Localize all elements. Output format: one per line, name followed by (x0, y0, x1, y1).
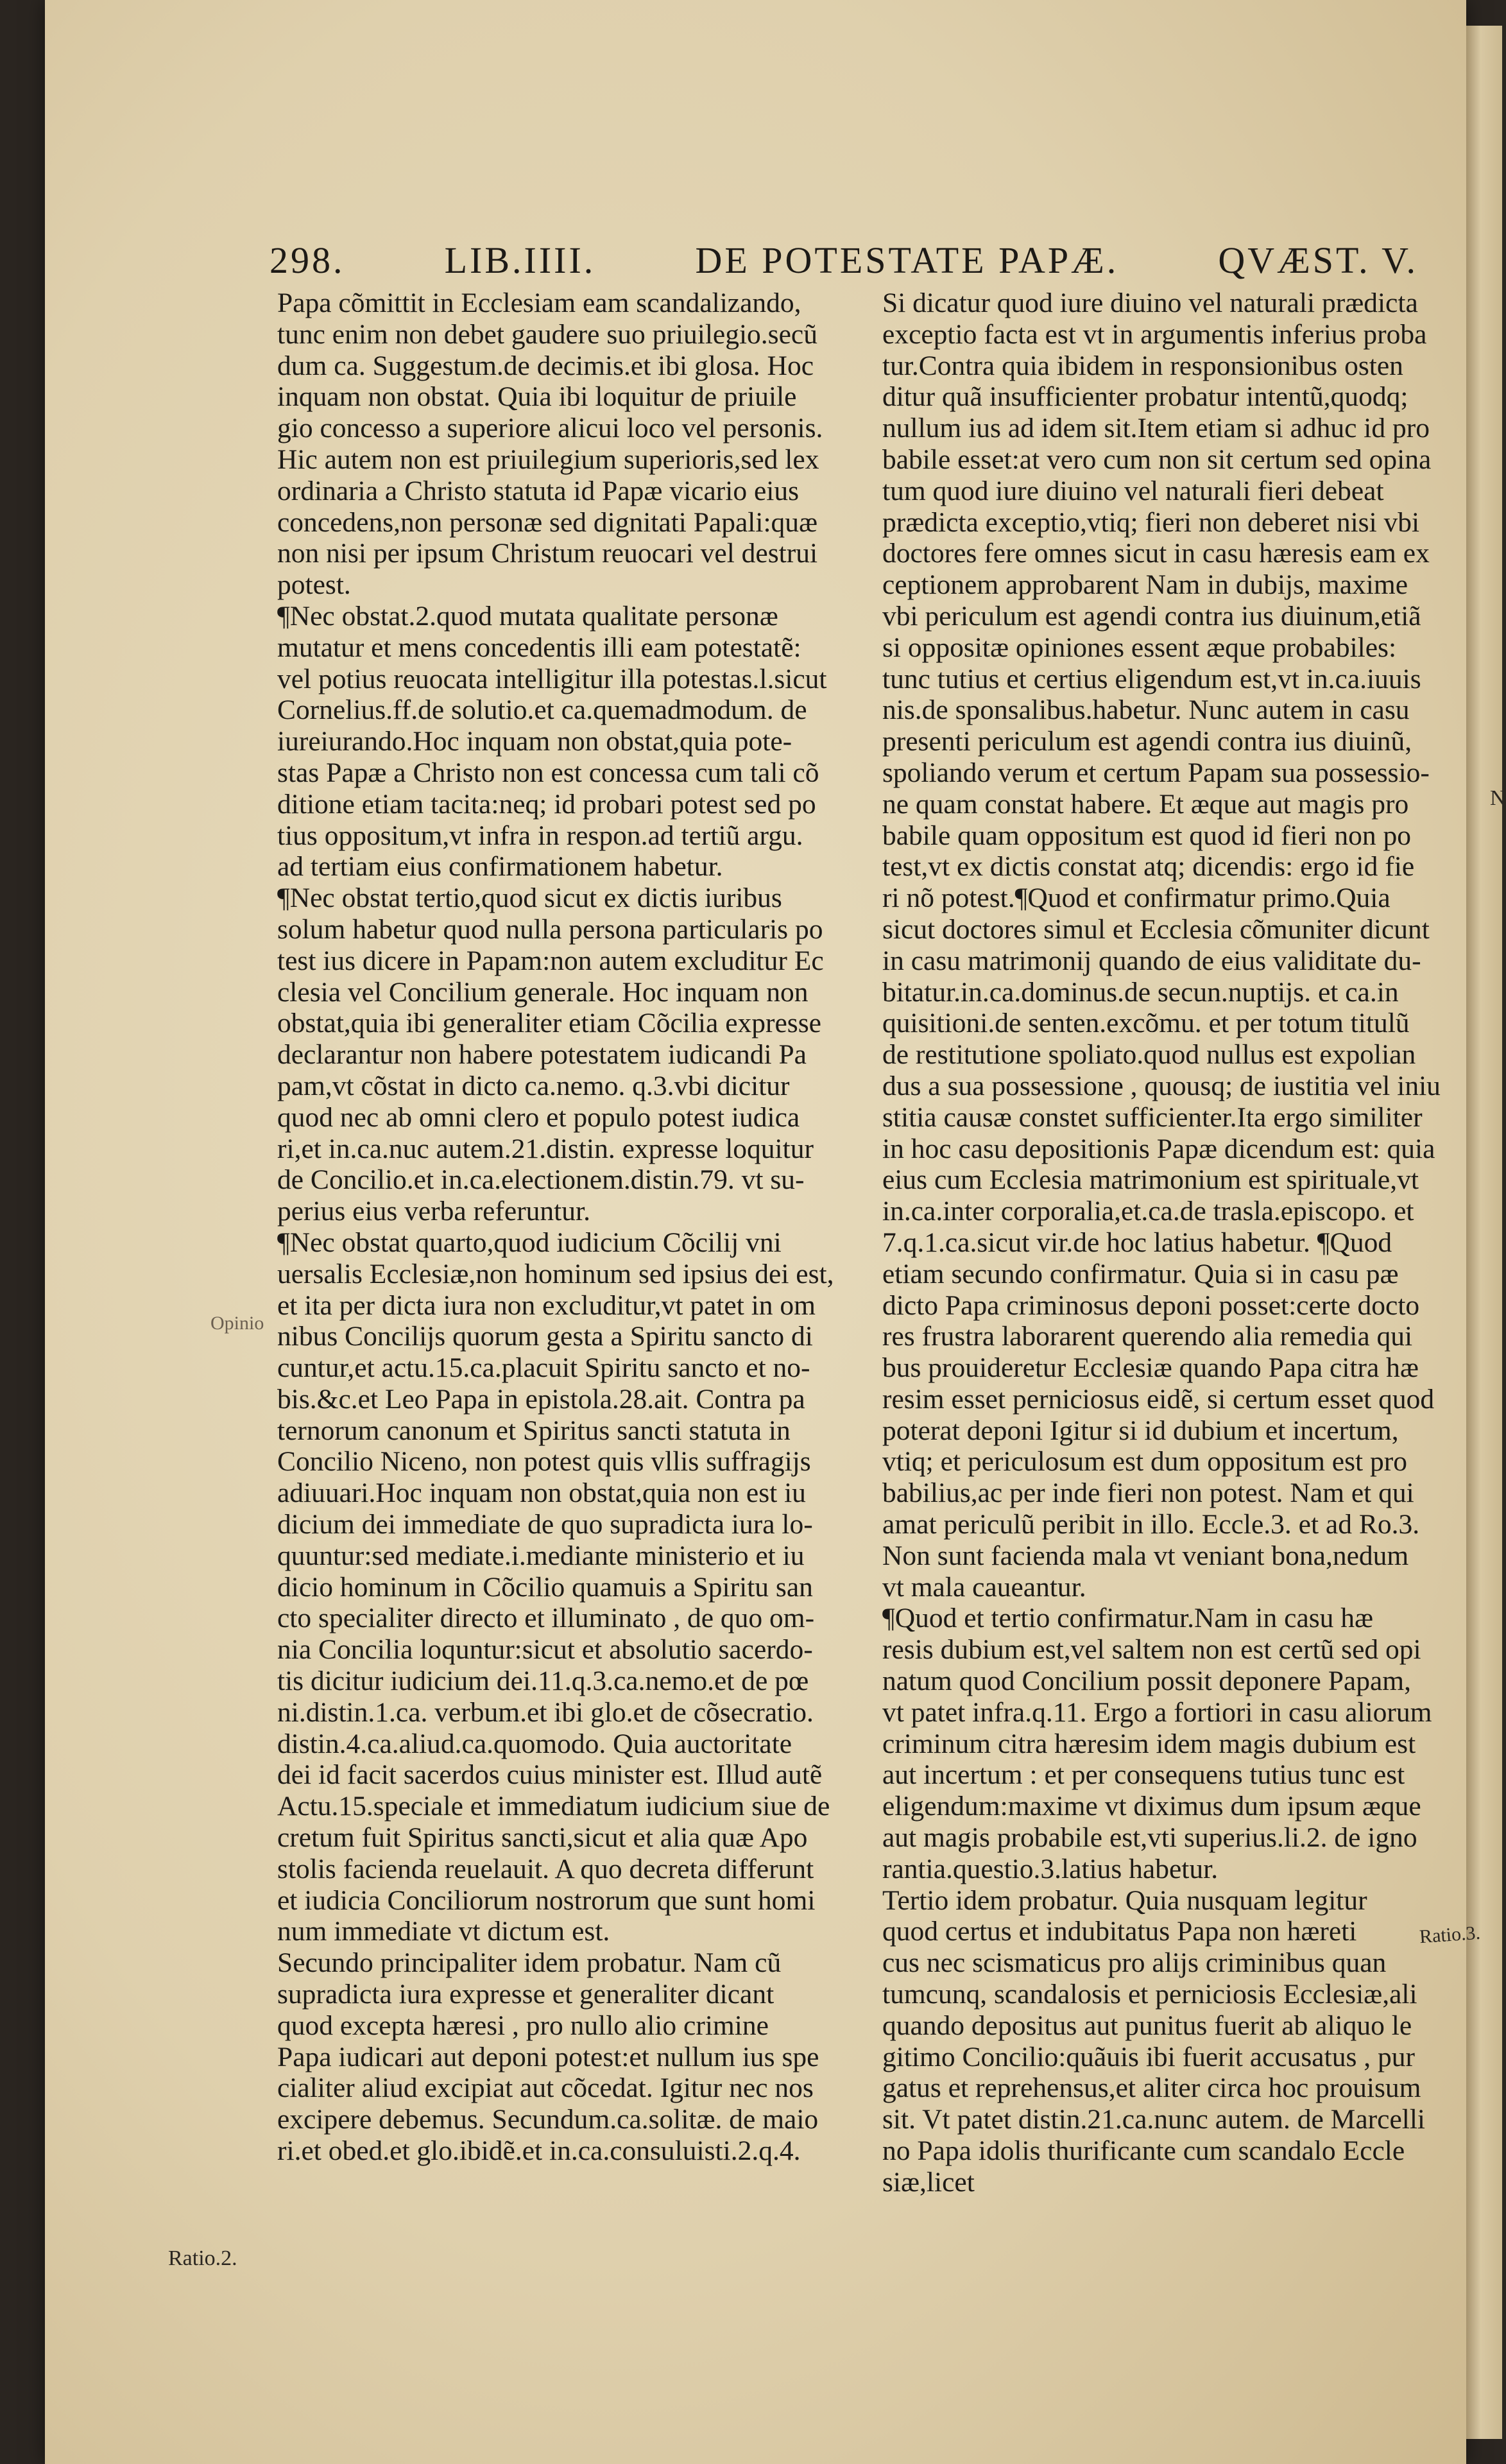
right-column-line: gatus et reprehensus,et aliter circa hoc prouisum (882, 2072, 1421, 2104)
left-column-line: Concilio Niceno, non potest quis vllis suffragijs (277, 1446, 811, 1478)
right-column-line: ne quam constat habere. Et æque aut magis pro (882, 788, 1409, 820)
left-column-line: quuntur:sed mediate.i.mediante ministerio et iu (277, 1540, 805, 1571)
left-column-line: vel potius reuocata intelligitur illa potestas.l.sicut (277, 663, 827, 694)
right-column-line: vt mala caueantur. (882, 1571, 1086, 1603)
left-column-line: Hic autem non est priuilegium superioris,sed lex (277, 444, 819, 475)
right-column-line: bitatur.in.ca.dominus.de secun.nuptijs. et ca.in (882, 976, 1399, 1008)
right-column-line: nullum ius ad idem sit.Item etiam si adhuc id pro (882, 413, 1430, 444)
left-column-line: obstat,quia ibi generaliter etiam Cõcilia expresse (277, 1008, 821, 1039)
right-column-line: siæ,licet (882, 2166, 975, 2198)
left-column-line: ¶Nec obstat tertio,quod sicut ex dictis iuribus (277, 883, 782, 914)
right-column-line: no Papa idolis thurificante cum scandalo Eccle (882, 2135, 1405, 2167)
right-column-line: aut incertum : et per consequens tutius tunc est (882, 1759, 1405, 1791)
right-column-line: prædicta exceptio,vtiq; fieri non deberet nisi vbi (882, 506, 1420, 538)
right-column-line: Tertio idem probatur. Quia nusquam legitur (882, 1884, 1367, 1916)
left-column-line: concedens,non personæ sed dignitati Papali:quæ (277, 506, 818, 538)
header-title: DE POTESTATE PAPÆ. (695, 239, 1119, 281)
margin-note-opinio: Opinio (210, 1313, 264, 1334)
right-column-line: criminum citra hæresim idem magis dubium est (882, 1728, 1416, 1759)
left-column-line: ¶Nec obstat quarto,quod iudicium Cõcilij vni (277, 1227, 782, 1258)
right-column-line: poterat deponi Igitur si id dubium et incertum, (882, 1415, 1399, 1446)
right-column-line: tumcunq, scandalosis et perniciosis Ecclesiæ,ali (882, 1979, 1417, 2010)
question-label: QVÆST. V. (1218, 239, 1418, 281)
left-column-line: tius oppositum,vt infra in respon.ad tertiũ argu. (277, 820, 803, 851)
left-column-line: cto specialiter directo et illuminato , de quo om- (277, 1603, 815, 1634)
next-page-letter: N (1490, 786, 1506, 810)
right-column-line: stitia causæ constet sufficienter.Ita ergo similiter (882, 1101, 1423, 1133)
left-column-line: et ita per dicta iura non excluditur,vt patet in om (277, 1289, 816, 1321)
right-column-line: in casu matrimonij quando de eius validitate du- (882, 945, 1421, 976)
right-column-line: Si dicatur quod iure diuino vel naturali prædicta (882, 288, 1418, 318)
left-column-line: ordinaria a Christo statuta id Papæ vicario eius (277, 475, 800, 506)
left-column-line: distin.4.ca.aliud.ca.quomodo. Quia auctoritate (277, 1728, 792, 1759)
left-column-line: et iudicia Conciliorum nostrorum que sunt homi (277, 1884, 816, 1916)
right-column-line: vtiq; et periculosum est dum oppositum est pro (882, 1446, 1407, 1478)
right-column-line: cus nec scismaticus pro alijs criminibus quan (882, 1947, 1387, 1979)
right-column-line: eligendum:maxime vt diximus dum ipsum æque (882, 1791, 1421, 1822)
right-column-line: quisitioni.de senten.excõmu. et per totum titulũ (882, 1008, 1410, 1039)
left-column-line: mutatur et mens concedentis illi eam potestatẽ: (277, 632, 801, 663)
left-text-column (277, 288, 858, 2167)
left-column-line: ni.distin.1.ca. verbum.et ibi glo.et de cõsecratio. (277, 1696, 814, 1728)
left-column-line: Papa iudicari aut deponi potest:et nullum ius spe (277, 2041, 819, 2072)
left-column-line: nibus Concilijs quorum gesta a Spiritu sancto di (277, 1321, 813, 1352)
right-column-line: test,vt ex dictis constat atq; dicendis: ergo id fie (882, 851, 1415, 883)
right-column-line: res frustra laborarent querendo alia remedia qui (882, 1321, 1413, 1352)
right-column-line: dicto Papa criminosus deponi posset:certe docto (882, 1289, 1420, 1321)
left-column-line: ri.et obed.et glo.ibidẽ.et in.ca.consuluisti.2.q.4. (277, 2135, 801, 2167)
left-column-line: nia Concilia loquntur:sicut et absolutio sacerdo- (277, 1634, 813, 1666)
right-column-line: si oppositæ opiniones essent æque probabiles: (882, 632, 1397, 663)
right-column-line: amat periculũ peribit in illo. Eccle.3. et ad Ro.3. (882, 1509, 1420, 1540)
left-column-line: dicium dei immediate de quo supradicta iura lo- (277, 1509, 813, 1540)
left-column-line: excipere debemus. Secundum.ca.solitæ. de maio (277, 2104, 819, 2135)
left-column-line: cretum fuit Spiritus sancti,sicut et alia quæ Apo (277, 1822, 808, 1854)
left-column-line: Actu.15.speciale et immediatum iudicium siue de (277, 1791, 830, 1822)
left-column-line: clesia vel Concilium generale. Hoc inquam non (277, 976, 809, 1008)
right-column-line: resim esset perniciosus eidẽ, si certum esset quod (882, 1383, 1435, 1415)
left-column-line: bis.&c.et Leo Papa in epistola.28.ait. Contra pa (277, 1383, 805, 1415)
left-column-line: de Concilio.et in.ca.electionem.distin.79. vt su- (277, 1164, 805, 1196)
right-column-line: tur.Contra quia ibidem in responsionibus osten (882, 350, 1403, 381)
right-column-line: etiam secundo confirmatur. Quia si in casu pæ (882, 1258, 1399, 1289)
running-header (270, 239, 1418, 284)
margin-note-ratio-2: Ratio.2. (168, 2246, 237, 2270)
right-column-line: ceptionem approbarent Nam in dubijs, maxime (882, 569, 1408, 601)
left-column-line: potest. (277, 569, 351, 601)
next-page-edge (1466, 26, 1502, 2439)
left-column-line: stas Papæ a Christo non est concessa cum tali cõ (277, 757, 819, 788)
right-text-column (882, 288, 1441, 2198)
right-column-line: natum quod Concilium possit deponere Papam, (882, 1666, 1411, 1697)
right-column-line: vt patet infra.q.11. Ergo a fortiori in casu aliorum (882, 1696, 1432, 1728)
right-column-line: dus a sua possessione , quousq; de iustitia vel iniu (882, 1070, 1441, 1101)
book-label: LIB.IIII. (444, 239, 596, 281)
left-column-line: tis dicitur iudicium dei.11.q.3.ca.nemo.et de pœ (277, 1666, 809, 1697)
right-column-line: spoliando verum et certum Papam sua possessio- (882, 757, 1430, 788)
right-column-line: de restitutione spoliato.quod nullus est expolian (882, 1039, 1416, 1071)
right-column-line: rantia.questio.3.latius habetur. (882, 1853, 1219, 1884)
right-column-line: gitimo Concilio:quãuis ibi fuerit accusatus , pur (882, 2041, 1415, 2072)
right-column-line: resis dubium est,vel saltem non est certũ sed opi (882, 1634, 1421, 1666)
left-column-line: cialiter aliud excipiat aut cõcedat. Igitur nec nos (277, 2072, 814, 2104)
left-column-line: iureiurando.Hoc inquam non obstat,quia pote- (277, 726, 792, 757)
right-column-line: sicut doctores simul et Ecclesia cõmuniter dicunt (882, 913, 1430, 945)
left-column-line: ternorum canonum et Spiritus sancti statuta in (277, 1415, 791, 1446)
right-column-line: vbi periculum est agendi contra ius diuinum,etiã (882, 600, 1421, 632)
left-column-line: test ius dicere in Papam:non autem excluditur Ec (277, 945, 824, 976)
right-column-line: 7.q.1.ca.sicut vir.de hoc latius habetur. ¶Quod (882, 1227, 1392, 1258)
left-column-line: adiuuari.Hoc inquam non obstat,quia non est iu (277, 1478, 806, 1509)
right-column-line: sit. Vt patet distin.21.ca.nunc autem. de Marcelli (882, 2104, 1426, 2135)
right-column-line: ditur quã insufficienter probatur intentũ,quodq; (882, 381, 1408, 413)
right-column-line: ri nõ potest.¶Quod et confirmatur primo.Quia (882, 883, 1390, 914)
left-column-line: cuntur,et actu.15.ca.placuit Spiritu sancto et no- (277, 1352, 810, 1384)
left-column-line: ri,et in.ca.nuc autem.21.distin. expresse loquitur (277, 1133, 814, 1164)
left-column-line: declarantur non habere potestatem iudicandi Pa (277, 1039, 807, 1071)
left-column-line: pam,vt cõstat in dicto ca.nemo. q.3.vbi dicitur (277, 1070, 790, 1101)
left-column-line: supradicta iura expresse et generaliter dicant (277, 1979, 774, 2010)
right-column-line: ¶Quod et tertio confirmatur.Nam in casu hæ (882, 1603, 1374, 1634)
right-column-line: nis.de sponsalibus.habetur. Nunc autem in casu (882, 694, 1410, 726)
right-column-line: exceptio facta est vt in argumentis inferius proba (882, 318, 1427, 350)
left-column-line: Cornelius.ff.de solutio.et ca.quemadmodum. de (277, 694, 807, 726)
right-column-line: babilius,ac per inde fieri non potest. Nam et qui (882, 1478, 1414, 1509)
right-column-line: aut magis probabile est,vti superius.li.2. de igno (882, 1822, 1417, 1854)
left-column-line: dicio hominum in Cõcilio quamuis a Spiritu san (277, 1571, 813, 1603)
margin-note-ratio-3: Ratio.3. (1418, 1922, 1482, 1948)
right-column-line: quod certus et indubitatus Papa non hæreti (882, 1916, 1357, 1947)
left-column-line: ditione etiam tacita:neq; id probari potest sed po (277, 788, 816, 820)
left-column-line: quod nec ab omni clero et populo potest iudica (277, 1101, 800, 1133)
right-column-line: bus prouideretur Ecclesiæ quando Papa citra hæ (882, 1352, 1419, 1384)
left-column-line: ad tertiam eius confirmationem habetur. (277, 851, 723, 883)
right-column-line: doctores fere omnes sicut in casu hæresis eam ex (882, 538, 1430, 569)
left-column-line: perius eius verba referuntur. (277, 1196, 590, 1227)
right-column-line: babile esset:at vero cum non sit certum sed opina (882, 444, 1432, 475)
right-column-line: tum quod iure diuino vel naturali fieri debeat (882, 475, 1384, 506)
page-number: 298. (270, 239, 345, 281)
right-column-line: Non sunt facienda mala vt veniant bona,nedum (882, 1540, 1409, 1571)
right-column-line: in.ca.inter corporalia,et.ca.de trasla.episcopo. et (882, 1196, 1414, 1227)
left-column-line: dum ca. Suggestum.de decimis.et ibi glosa. Hoc (277, 350, 814, 381)
right-column-line: in hoc casu depositionis Papæ dicendum est: quia (882, 1133, 1435, 1164)
right-column-line: quando depositus aut punitus fuerit ab aliquo le (882, 2010, 1412, 2041)
right-column-line: tunc tutius et certius eligendum est,vt in.ca.iuuis (882, 663, 1421, 694)
right-column-line: presenti periculum est agendi contra ius diuinũ, (882, 726, 1412, 757)
left-column-line: ¶Nec obstat.2.quod mutata qualitate personæ (277, 600, 778, 632)
left-column-line: Secundo principaliter idem probatur. Nam cũ (277, 1947, 782, 1979)
left-column-line: gio concesso a superiore alicui loco vel personis. (277, 413, 823, 444)
left-column-line: solum habetur quod nulla persona particularis po (277, 913, 823, 945)
left-column-line: quod excepta hæresi , pro nullo alio crimine (277, 2010, 769, 2041)
left-column-line: non nisi per ipsum Christum reuocari vel destrui (277, 538, 818, 569)
left-column-line: tunc enim non debet gaudere suo priuilegio.secũ (277, 318, 817, 350)
left-column-line: uersalis Ecclesiæ,non hominum sed ipsius dei est, (277, 1258, 834, 1289)
left-column-line: dei id facit sacerdos cuius minister est. Illud autẽ (277, 1759, 823, 1791)
right-column-line: babile quam oppositum est quod id fieri non po (882, 820, 1411, 851)
left-column-line: inquam non obstat. Quia ibi loquitur de priuile (277, 381, 797, 413)
right-column-line: eius cum Ecclesia matrimonium est spirituale,vt (882, 1164, 1419, 1196)
left-column-line: num immediate vt dictum est. (277, 1916, 610, 1947)
left-column-line: Papa cõmittit in Ecclesiam eam scandalizando, (277, 288, 801, 318)
left-column-line: stolis facienda reuelauit. A quo decreta differunt (277, 1853, 814, 1884)
